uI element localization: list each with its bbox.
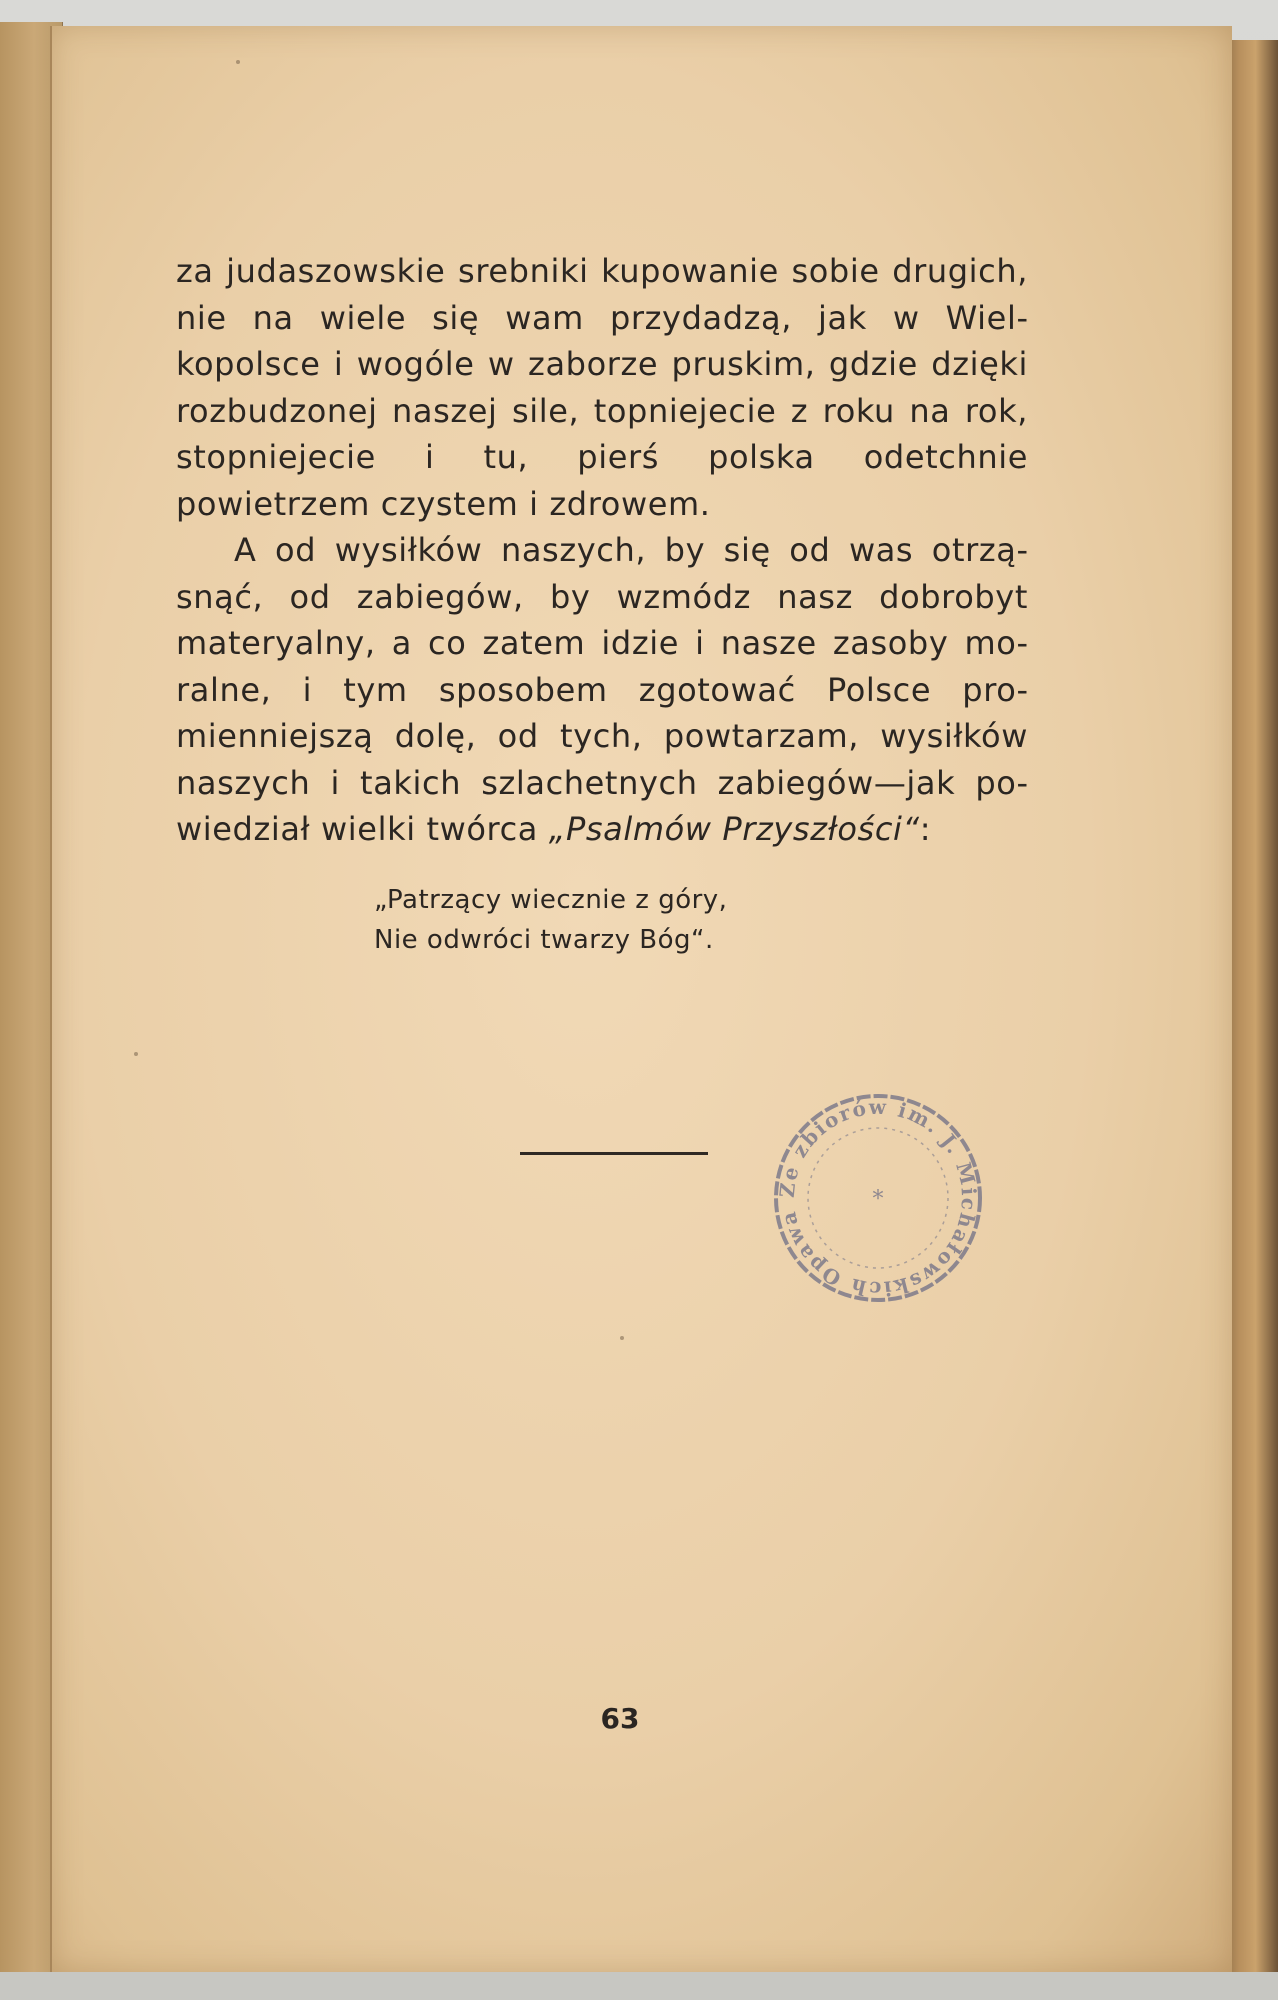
section-rule: [520, 1152, 708, 1155]
verse-quote: [374, 880, 874, 960]
paragraph-2-end: :: [919, 810, 932, 848]
verse-line-2: Nie odwróci twarzy Bóg“.: [374, 925, 714, 955]
svg-text:*: *: [872, 1187, 884, 1212]
book-title: „Psalmów Przyszłości“: [548, 810, 920, 848]
body-text: [176, 248, 1028, 853]
paper-speck: [620, 1336, 624, 1340]
library-stamp-icon: [768, 1088, 988, 1308]
paragraph-2: [176, 527, 1028, 853]
paper-speck: [236, 60, 240, 64]
verse-line-1: „Patrzący wiecznie z góry,: [374, 885, 728, 915]
stamp-text: Ze zbiorów im. J. Michałowskich Opawa: [774, 1094, 982, 1302]
bottom-strip: [0, 1972, 1278, 2000]
page-number: 63: [600, 1702, 640, 1735]
paragraph-1: za judaszowskie srebniki kupowanie sobie drugich, nie na wiele się wam przydadzą, jak w Wielkopolsce i wogóle w zaborze pruskim, gdzie dzięki rozbudzonej naszej sile, topniejecie z roku na rok, stopniejecie i tu, pierś polska odetchnie powietrzem czystem i zdrowem.: [176, 252, 1028, 523]
paper-speck: [134, 1052, 138, 1056]
paragraph-2-text: A od wysiłków naszych, by się od was otrząsnąć, od zabiegów, by wzmódz nasz dobrobyt materyalny, a co zatem idzie i nasze zasoby moralne, i tym sposobem zgotować Polsce promienniejszą dolę, od tych, powtarzam, wysiłków naszych i takich szlachetnych zabiegów—jak powiedział wielki twórca: [176, 531, 1028, 848]
